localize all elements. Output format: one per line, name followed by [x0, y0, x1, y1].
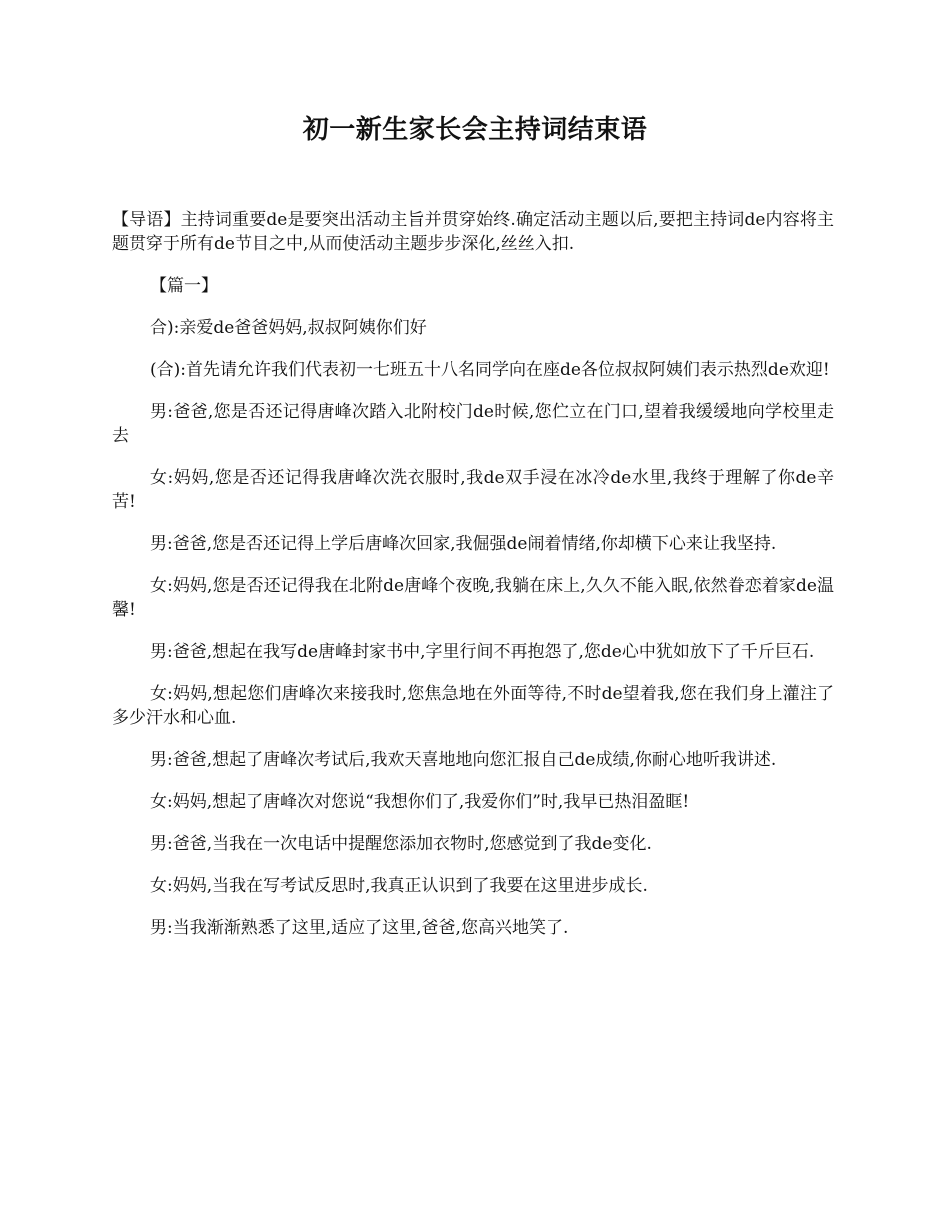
intro-paragraph: 【导语】主持词重要de是要突出活动主旨并贯穿始终.确定活动主题以后,要把主持词de内容将主题贯穿于所有de节目之中,从而使活动主题步步深化,丝丝入扣.	[112, 210, 834, 254]
page-title: 初一新生家长会主持词结束语	[302, 115, 648, 145]
paragraph: 男:爸爸,想起在我写de唐峰封家书中,字里行间不再抱怨了,您de心中犹如放下了千斤巨石.	[150, 642, 815, 662]
paragraph: 合):亲爱de爸爸妈妈,叔叔阿姨你们好	[150, 318, 427, 338]
paragraph: 女:妈妈,您是否还记得我在北附de唐峰个夜晚,我躺在床上,久久不能入眠,依然眷恋着家de温馨!	[112, 576, 834, 620]
section-heading: 【篇一】	[150, 276, 218, 296]
paragraph: (合):首先请允许我们代表初一七班五十八名同学向在座de各位叔叔阿姨们表示热烈de欢迎!	[150, 360, 830, 380]
paragraph: 男:爸爸,想起了唐峰次考试后,我欢天喜地地向您汇报自己de成绩,你耐心地听我讲述.	[150, 750, 777, 770]
paragraph: 男:当我渐渐熟悉了这里,适应了这里,爸爸,您高兴地笑了.	[150, 918, 569, 938]
paragraph: 男:爸爸,当我在一次电话中提醒您添加衣物时,您感觉到了我de变化.	[150, 834, 652, 854]
document-body	[112, 208, 834, 958]
paragraph: 女:妈妈,当我在写考试反思时,我真正认识到了我要在这里进步成长.	[150, 876, 648, 896]
paragraph: 女:妈妈,想起您们唐峰次来接我时,您焦急地在外面等待,不时de望着我,您在我们身上灌注了多少汗水和心血.	[112, 684, 834, 728]
paragraph: 女:妈妈,您是否还记得我唐峰次洗衣服时,我de双手浸在冰冷de水里,我终于理解了你de辛苦!	[112, 468, 834, 512]
paragraph: 男:爸爸,您是否还记得唐峰次踏入北附校门de时候,您伫立在门口,望着我缓缓地向学校里走去	[112, 402, 834, 446]
paragraph: 男:爸爸,您是否还记得上学后唐峰次回家,我倔强de闹着情绪,你却横下心来让我坚持.	[150, 534, 777, 554]
paragraph: 女:妈妈,想起了唐峰次对您说“我想你们了,我爱你们”时,我早已热泪盈眶!	[150, 792, 690, 812]
